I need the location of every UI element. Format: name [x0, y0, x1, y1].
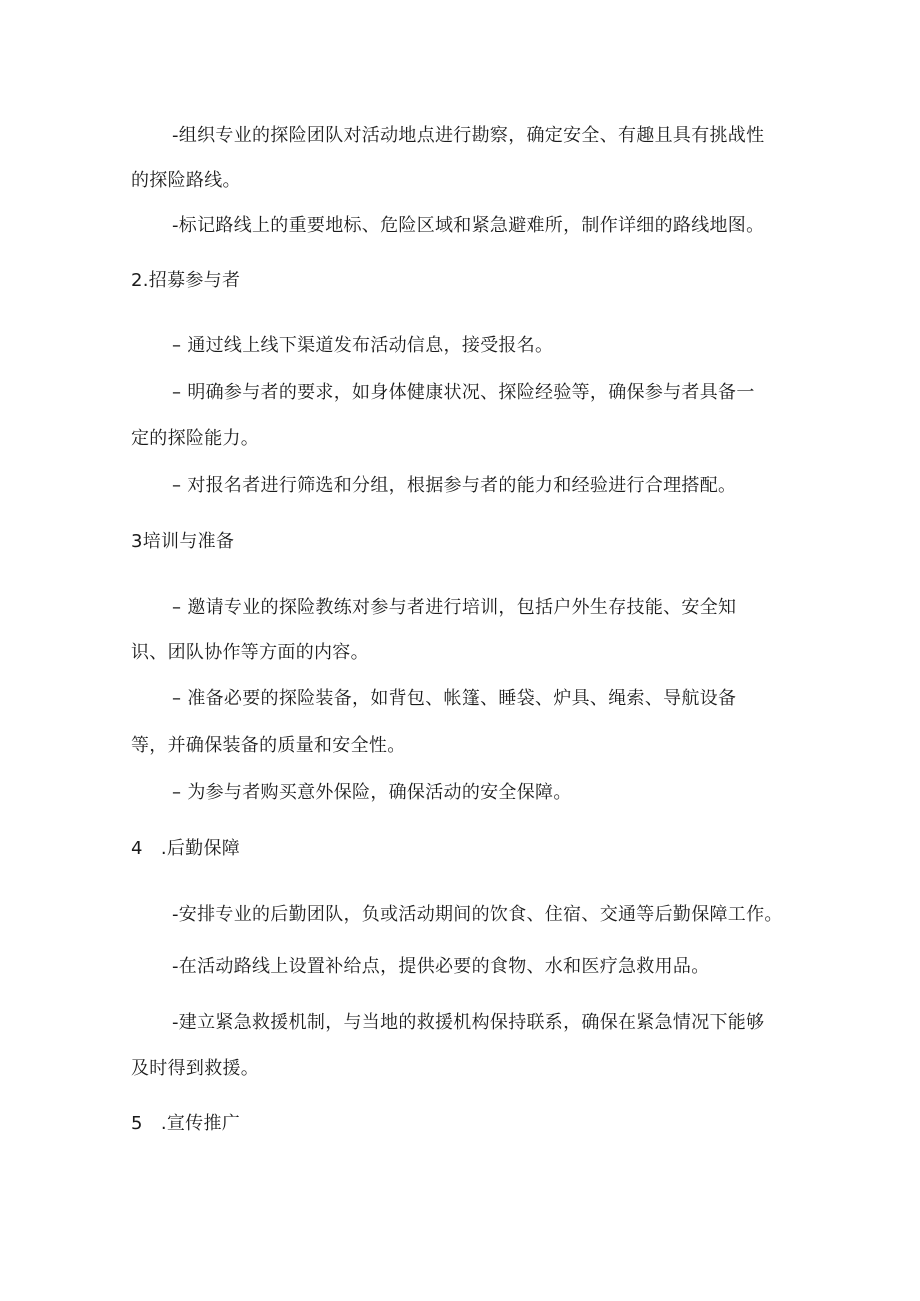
paragraph-line: -建立紧急救援机制，与当地的救援机构保持联系，确保在紧急情况下能够 — [172, 1012, 765, 1033]
section-heading: 3培训与准备 — [131, 531, 235, 552]
paragraph-line: – 邀请专业的探险教练对参与者进行培训，包括户外生存技能、安全知 — [172, 597, 737, 618]
paragraph-line: 及时得到救援。 — [131, 1058, 260, 1079]
paragraph-line: – 对报名者进行筛选和分组，根据参与者的能力和经验进行合理搭配。 — [172, 475, 737, 496]
paragraph-line: -安排专业的后勤团队，负或活动期间的饮食、住宿、交通等后勤保障工作。 — [172, 904, 783, 925]
paragraph-line: -组织专业的探险团队对活动地点进行勘察，确定安全、有趣且具有挑战性 — [172, 125, 765, 146]
paragraph-line: 识、团队协作等方面的内容。 — [131, 642, 369, 663]
section-heading: 4 .后勤保障 — [131, 838, 241, 859]
paragraph-line: – 明确参与者的要求，如身体健康状况、探险经验等，确保参与者具备一 — [172, 382, 755, 403]
section-heading: 2.招募参与者 — [131, 270, 241, 291]
paragraph-line: – 为参与者购买意外保险，确保活动的安全保障。 — [172, 782, 572, 803]
paragraph-line: – 准备必要的探险装备，如背包、帐篷、睡袋、炉具、绳索、导航设备 — [172, 688, 737, 709]
paragraph-line: – 通过线上线下渠道发布活动信息，接受报名。 — [172, 335, 554, 356]
paragraph-line: 定的探险能力。 — [131, 428, 260, 449]
paragraph-line: -标记路线上的重要地标、危险区域和紧急避难所，制作详细的路线地图。 — [172, 215, 765, 236]
section-heading: 5 .宣传推广 — [131, 1113, 241, 1134]
paragraph-line: -在活动路线上设置补给点，提供必要的食物、水和医疗急救用品。 — [172, 956, 710, 977]
paragraph-line: 的探险路线。 — [131, 170, 241, 191]
paragraph-line: 等，并确保装备的质量和安全性。 — [131, 735, 406, 756]
